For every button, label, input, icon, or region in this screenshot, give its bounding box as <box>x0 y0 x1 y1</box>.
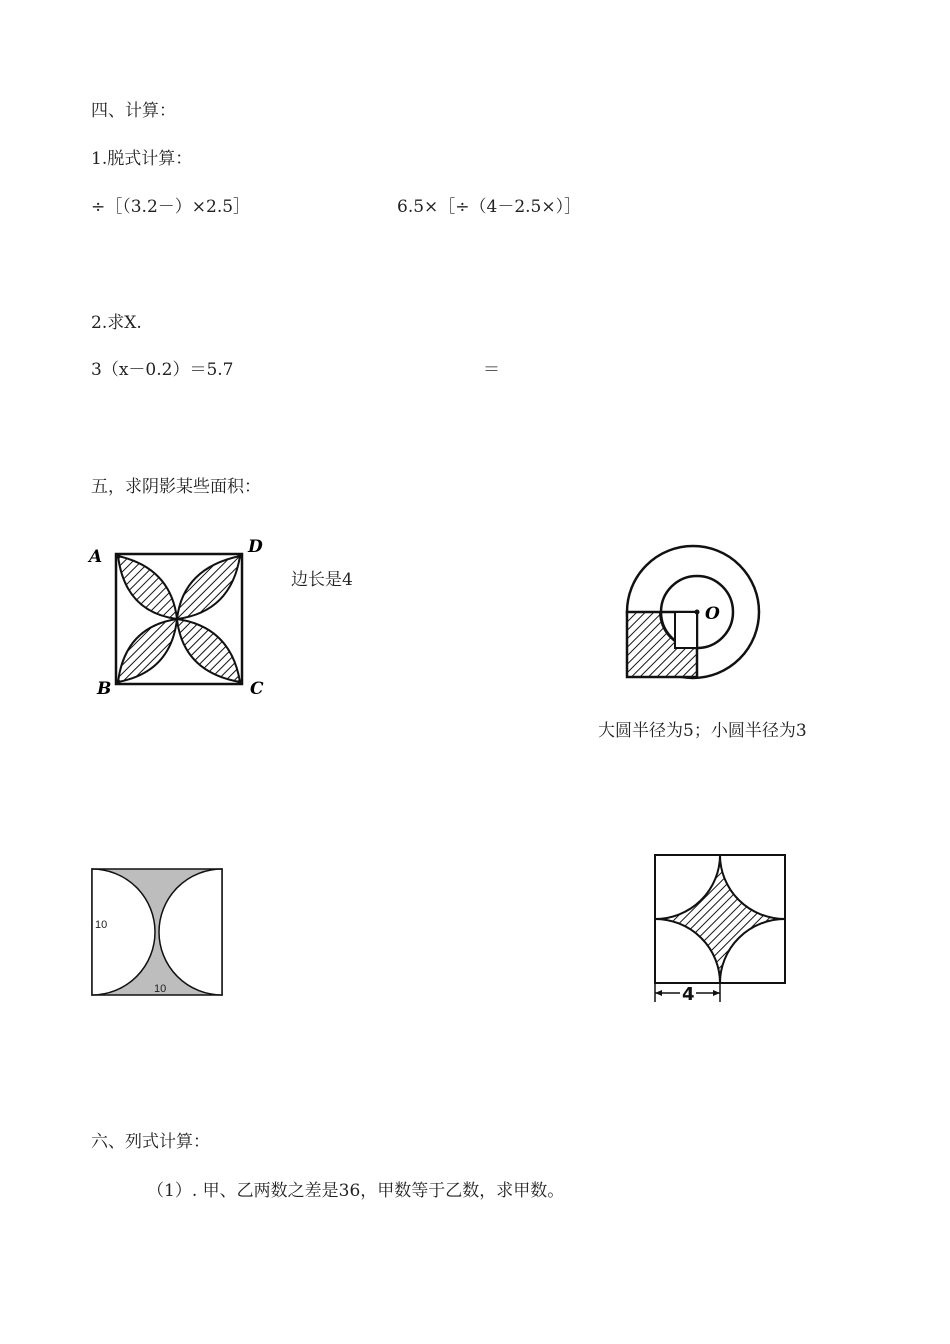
equation-a: 3（x－0.2）＝5.7 <box>91 360 234 380</box>
expression-a: ÷［（3.2－）×2.5］ <box>91 197 251 217</box>
center-label-o: O <box>705 604 720 624</box>
solve-x-title: 2.求X. <box>91 313 142 333</box>
side-length-label: 10 <box>95 919 108 931</box>
figure1-caption: 边长是4 <box>291 570 353 590</box>
section5-heading: 五，求阴影某些面积： <box>91 477 261 497</box>
expression-b: 6.5×［÷（4－2.5×）］ <box>397 197 582 217</box>
vertex-label-a: A <box>89 547 103 567</box>
vertex-label-b: B <box>97 679 112 699</box>
concentric-circles-figure <box>615 540 775 690</box>
vertex-label-c: C <box>250 679 264 699</box>
section4-heading: 四、计算： <box>91 101 176 121</box>
word-problem-1: （1）. 甲、乙两数之差是36，甲数等于乙数，求甲数。 <box>147 1181 565 1201</box>
quarter-circle-square-figure <box>650 850 792 1008</box>
bottom-length-label: 10 <box>154 983 167 995</box>
equation-b: ＝ <box>483 360 500 380</box>
semicircle-square-figure <box>88 864 228 1002</box>
petal-square-figure <box>85 532 275 702</box>
dimension-label: 4 <box>682 984 695 1005</box>
section6-heading: 六、列式计算： <box>91 1132 210 1152</box>
calc-title: 1.脱式计算： <box>91 149 193 169</box>
vertex-label-d: D <box>248 537 263 557</box>
figure2-caption: 大圆半径为5；小圆半径为3 <box>598 721 807 741</box>
